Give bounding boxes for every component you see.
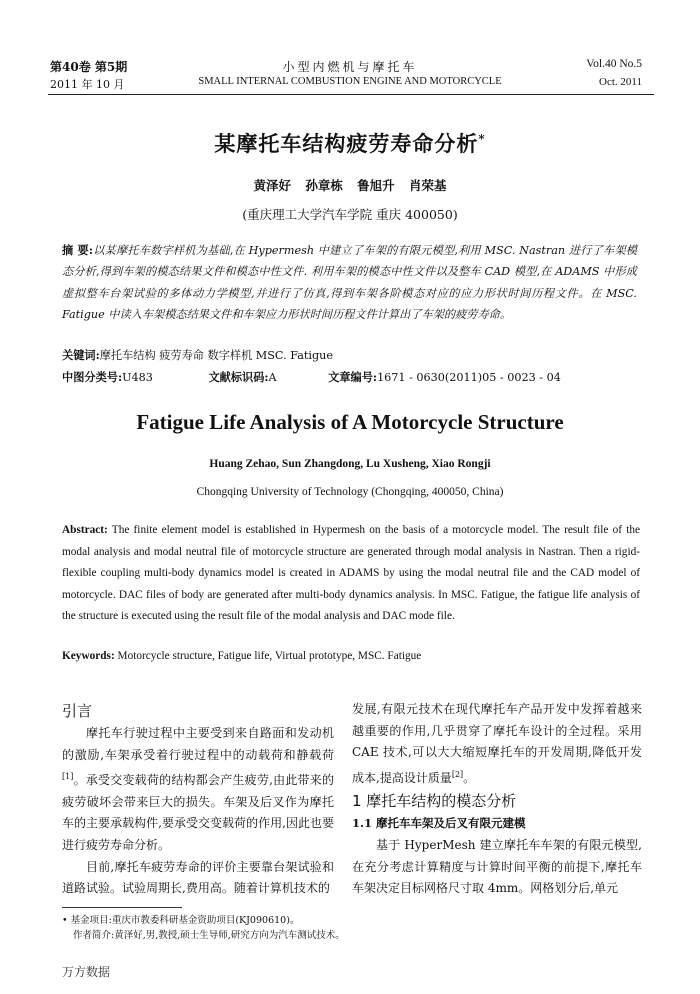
section-1-1-paragraph: 基于 HyperMesh 建立摩托车车架的有限元模型,在充分考虑计算精度与计算时间平衡的前提下,摩托车车架决定目标网格尺寸取 4mm。网格划分后,单元 bbox=[352, 837, 642, 896]
abstract-cn-label: 摘 要: bbox=[62, 243, 93, 257]
citation-2: [2] bbox=[451, 769, 464, 779]
intro-p1-text-a: 摩托车行驶过程中主要受到来自路面和发动机的激励,车架承受着行驶过程中的动载荷和静载荷 bbox=[62, 726, 334, 762]
title-cn-text: 某摩托车结构疲劳寿命分析 bbox=[214, 131, 479, 156]
header-vol-en: Vol.40 No.5 bbox=[586, 58, 642, 70]
abstract-en bbox=[62, 520, 640, 628]
abstract-en-text: The finite element model is established in Hypermesh on the basis of a motorcycle model. The result file of the modal analysis and modal neutral file of motorcycle structure are generated through modal analysis in Nastran. Then a rigid-flexible coupling multi-body dynamics model is created in ADAMS by using the modal neutral file and the CAD model of motorcycle. DAC files of body are generated after multi-body dynamics analysis. In MSC. Fatigue, the fatigue life analysis of the structure is executed using the result file of the modal analysis and DAC mode file. bbox=[62, 524, 640, 623]
authors-cn: 黄泽好 孙章栋 鲁旭升 肖荣基 bbox=[253, 178, 447, 193]
header-rule bbox=[48, 94, 654, 95]
header-volume: 第40卷 第5期 bbox=[50, 60, 128, 74]
citation-1: [1] bbox=[62, 772, 74, 782]
authors-en: Huang Zehao, Sun Zhangdong, Lu Xusheng, Xiao Rongji bbox=[209, 458, 491, 470]
header-date-en: Oct. 2011 bbox=[599, 76, 642, 88]
doc-code-value: A bbox=[268, 371, 277, 384]
clc-label: 中图分类号: bbox=[62, 370, 123, 384]
classification-line bbox=[62, 369, 637, 385]
keywords-cn bbox=[62, 347, 637, 363]
intro-paragraph-3 bbox=[352, 699, 642, 789]
section-1-heading: 1 摩托车结构的模态分析 bbox=[352, 792, 517, 811]
section-1-1-heading: 1.1 摩托车车架及后叉有限元建模 bbox=[352, 816, 526, 831]
watermark-text: 万方数据 bbox=[62, 965, 111, 979]
intro-paragraph-2: 目前,摩托车疲劳寿命的评价主要靠台架试验和道路试验。试验周期长,费用高。随着计算机技术的 bbox=[62, 859, 334, 896]
footnote-rule bbox=[62, 907, 182, 908]
header-journal-cn: 小型内燃机与摩托车 bbox=[282, 60, 418, 74]
keywords-cn-text: 摩托车结构 疲劳寿命 数字样机 MSC. Fatigue bbox=[99, 349, 333, 362]
intro-p3-text-a: 发展,有限元技术在现代摩托车产品开发中发挥着越来越重要的作用,几乎贯穿了摩托车设计的全过程。采用 CAE 技术,可以大大缩短摩托车的开发周期,降低开发成本,提高设计质量 bbox=[352, 702, 642, 785]
clc-value: U483 bbox=[122, 371, 153, 384]
footnote-author: 作者简介:黄泽好,男,教授,硕士生导师,研究方向为汽车测试技术。 bbox=[73, 930, 345, 941]
keywords-en-label: Keywords: bbox=[62, 650, 115, 662]
affiliation-cn: (重庆理工大学汽车学院 重庆 400050) bbox=[242, 207, 458, 222]
doc-code-label: 文献标识码: bbox=[208, 370, 269, 384]
intro-p1-text-b: 。承受交变载荷的结构都会产生疲劳,由此带来的疲劳破坏会带来巨大的损失。车架及后叉作为摩托车的主要承载构件,要承受交变载荷的作用,因此也要进行疲劳寿命分析。 bbox=[62, 773, 334, 852]
body-right-column bbox=[352, 699, 642, 900]
keywords-en bbox=[62, 650, 640, 662]
abstract-cn-text: 以某摩托车数字样机为基础,在 Hypermesh 中建立了车架的有限元模型,利用 MSC. Nastran 进行了车架模态分析,得到车架的模态结果文件和模态中性文件. 利用车架的模态中性文件以及整车 CAD 模型,在 ADAMS 中形成虚拟整车台架试验的多体动力学模型,并进行了仿真,得到车架各阶模态对应的应力形状时间历程文件。在 MSC. Fatigue 中读入车架模态结果文件和车架应力形状时间历程文件计算出了车架的疲劳寿命。 bbox=[62, 244, 637, 321]
header-date: 2011 年 10 月 bbox=[50, 78, 125, 91]
intro-p3-text-b: 。 bbox=[463, 770, 476, 785]
keywords-cn-label: 关键词: bbox=[62, 348, 100, 362]
article-no-label: 文章编号: bbox=[328, 370, 378, 384]
article-no-value: 1671 - 0630(2011)05 - 0023 - 04 bbox=[377, 371, 561, 384]
abstract-cn bbox=[62, 240, 637, 325]
title-footnote-mark: * bbox=[478, 132, 486, 146]
intro-heading: 引言 bbox=[62, 702, 93, 720]
title-en: Fatigue Life Analysis of A Motorcycle Structure bbox=[136, 410, 564, 434]
affiliation-en: Chongqing University of Technology (Chongqing, 400050, China) bbox=[196, 486, 504, 498]
abstract-en-label: Abstract: bbox=[62, 524, 108, 536]
body-left-column bbox=[62, 699, 334, 900]
title-cn bbox=[0, 128, 700, 158]
footnote-fund: • 基金项目:重庆市教委科研基金资助项目(KJ090610)。 bbox=[62, 915, 300, 926]
keywords-en-text: Motorcycle structure, Fatigue life, Virtual prototype, MSC. Fatigue bbox=[117, 650, 422, 662]
header-journal-en: SMALL INTERNAL COMBUSTION ENGINE AND MOTORCYCLE bbox=[198, 76, 502, 87]
intro-paragraph-1 bbox=[62, 723, 334, 857]
